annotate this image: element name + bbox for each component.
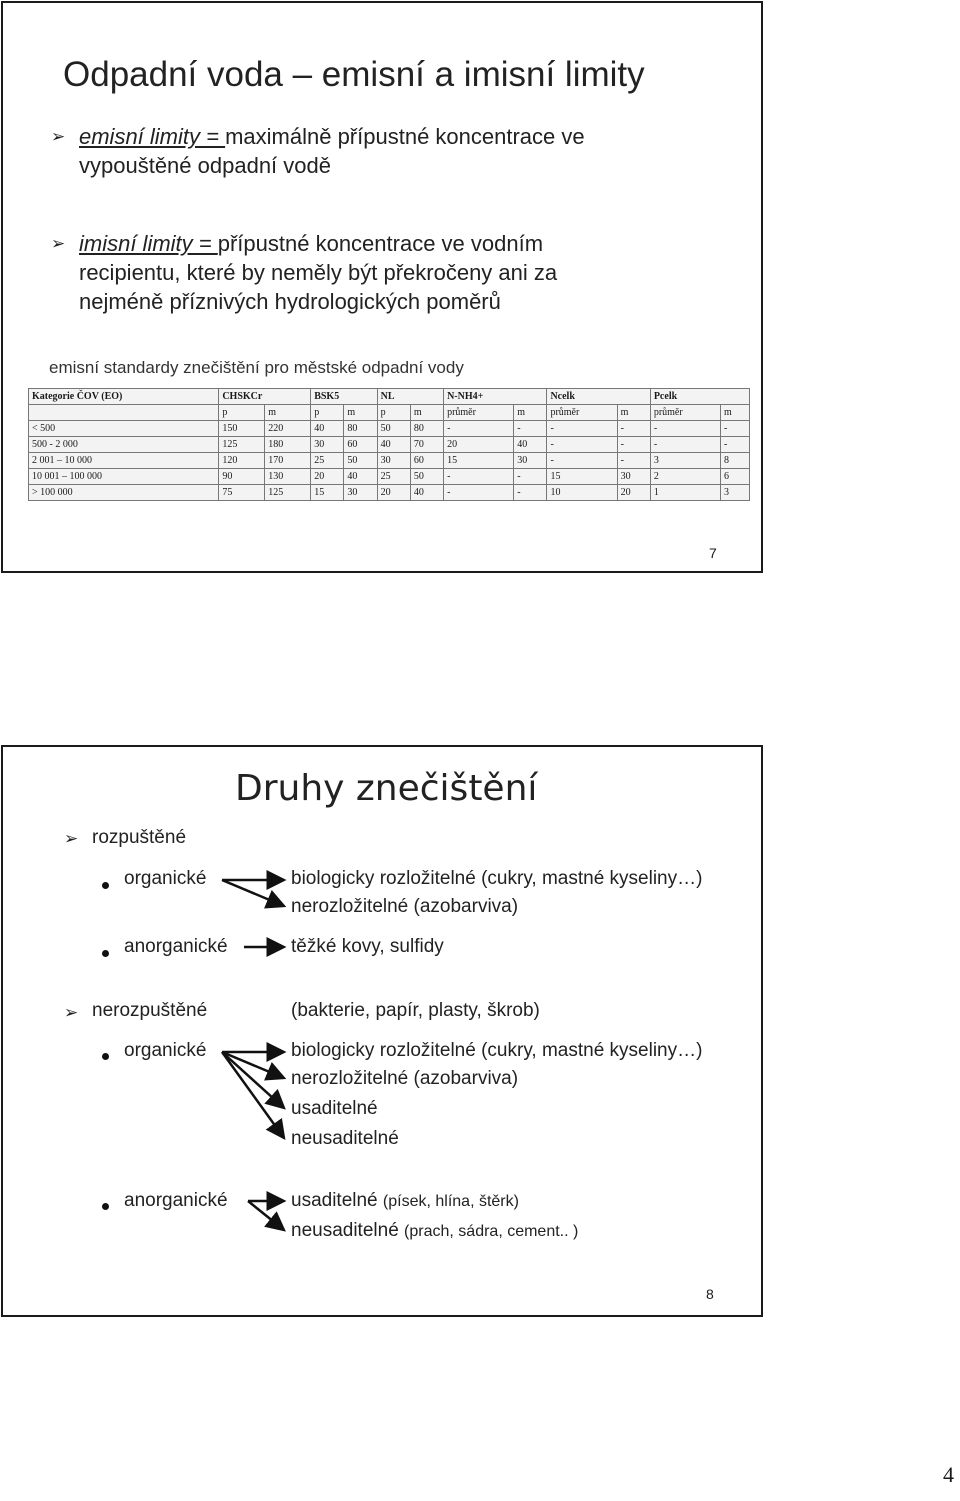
bullet-arrow-icon: ➢ [64, 829, 79, 848]
text-bio-rozlozitelne-2: biologicky rozložitelné (cukry, mastné kyseliny…) [291, 1040, 703, 1061]
table-cell: 3 [650, 453, 720, 469]
table-cell: - [547, 437, 617, 453]
table-cell: 60 [344, 437, 377, 453]
bullet-arrow-icon: ➢ [51, 234, 66, 253]
table-cell: 50 [410, 469, 443, 485]
table-cell: - [444, 469, 514, 485]
table-cell: 30 [617, 469, 650, 485]
term-immission-limits: imisní limity = [79, 231, 218, 256]
table-cell: 80 [344, 421, 377, 437]
table-cell: 40 [377, 437, 410, 453]
usaditelne-detail: (písek, hlína, štěrk) [382, 1193, 519, 1210]
table-header-cell: CHSKCr [219, 389, 311, 405]
table-cell: 30 [377, 453, 410, 469]
table-cell: 15 [547, 469, 617, 485]
label-anorganicke-2: anorganické [124, 1190, 228, 1211]
table-header-cell: N-NH4+ [444, 389, 547, 405]
label-nerozpustene: nerozpuštěné [92, 1000, 208, 1021]
table-cell: - [547, 453, 617, 469]
table-cell: > 100 000 [29, 485, 219, 501]
table-cell: 20 [311, 469, 344, 485]
table-cell: - [444, 421, 514, 437]
table-cell: - [617, 453, 650, 469]
usaditelne-term: usaditelné [291, 1190, 378, 1211]
table-cell: 220 [265, 421, 311, 437]
arrow-anorg2-neusad [248, 1201, 284, 1230]
table-cell: - [514, 469, 547, 485]
document-page-number: 4 [943, 1462, 954, 1487]
table-cell: - [547, 421, 617, 437]
text-nerozlozitelne: nerozložitelné (azobarviva) [291, 896, 519, 917]
table-caption: emisní standardy znečištění pro městské odpadní vody [49, 358, 464, 377]
table-subheader-cell: m [514, 405, 547, 421]
table-cell: - [650, 437, 720, 453]
table-cell: 1 [650, 485, 720, 501]
text-usaditelne: usaditelné [291, 1098, 378, 1119]
table-cell: 20 [617, 485, 650, 501]
table-subheader-cell: průměr [650, 405, 720, 421]
slide-title: Druhy znečištění [235, 768, 538, 809]
table-cell: 25 [377, 469, 410, 485]
table-cell: - [650, 421, 720, 437]
table-cell: - [720, 421, 749, 437]
table-cell: 50 [344, 453, 377, 469]
table-cell: - [514, 421, 547, 437]
bullet-immission-limits-cont2: nejméně příznivých hydrologických poměrů [79, 289, 501, 314]
table-cell: 20 [444, 437, 514, 453]
text-tezke-kovy: těžké kovy, sulfidy [291, 936, 444, 957]
bullet-immission-limits-cont: recipientu, které by neměly být překročeny ani za [79, 260, 558, 285]
table-header-cell: NL [377, 389, 443, 405]
table-cell: 150 [219, 421, 265, 437]
table-cell: 40 [344, 469, 377, 485]
table-header-cell: Ncelk [547, 389, 650, 405]
table-header-cell: BSK5 [311, 389, 377, 405]
table-header-cell: Pcelk [650, 389, 749, 405]
bullet-text: přípustné koncentrace ve vodním [217, 231, 544, 256]
text-bio-rozlozitelne: biologicky rozložitelné (cukry, mastné kyseliny…) [291, 868, 703, 889]
table-cell: 10 [547, 485, 617, 501]
table-subheader-cell: průměr [547, 405, 617, 421]
table-cell: 10 001 – 100 000 [29, 469, 219, 485]
bullet-text: maximálně přípustné koncentrace ve [225, 124, 585, 149]
table-subheader-cell: m [617, 405, 650, 421]
table-cell: 2 001 – 10 000 [29, 453, 219, 469]
table-cell: 20 [377, 485, 410, 501]
table-subheader-cell: p [311, 405, 344, 421]
table-cell: 3 [720, 485, 749, 501]
table-subheader-cell: m [265, 405, 311, 421]
bullet-arrow-icon: ➢ [64, 1003, 79, 1022]
table-cell: 170 [265, 453, 311, 469]
table-cell: - [444, 485, 514, 501]
table-header-cell: Kategorie ČOV (EO) [29, 389, 219, 405]
label-rozpustene: rozpuštěné [92, 827, 187, 848]
table-cell: 90 [219, 469, 265, 485]
neusaditelne-term: neusaditelné [291, 1220, 399, 1241]
table-cell: - [514, 485, 547, 501]
table-cell: 130 [265, 469, 311, 485]
table-cell: 40 [410, 485, 443, 501]
table-cell: 50 [377, 421, 410, 437]
table-subheader-cell: průměr [444, 405, 514, 421]
table-cell: < 500 [29, 421, 219, 437]
bullet-arrow-icon: ➢ [51, 127, 66, 146]
table-cell: 30 [311, 437, 344, 453]
page-number: 7 [709, 545, 717, 561]
page-number-2: 8 [706, 1286, 714, 1302]
text-nerozpustene-desc: (bakterie, papír, plasty, škrob) [291, 1000, 540, 1021]
arrow-organicke-neroz [222, 880, 284, 906]
label-anorganicke: anorganické [124, 936, 228, 957]
term-emission-limits: emisní limity = [79, 124, 226, 149]
table-cell: 6 [720, 469, 749, 485]
text-neusaditelne: neusaditelné [291, 1128, 399, 1149]
table-cell: 180 [265, 437, 311, 453]
neusaditelne-detail: (prach, sádra, cement.. ) [404, 1223, 579, 1240]
table-subheader-cell: m [344, 405, 377, 421]
table-cell: 500 - 2 000 [29, 437, 219, 453]
table-cell: 70 [410, 437, 443, 453]
table-cell: 40 [311, 421, 344, 437]
table-cell: - [720, 437, 749, 453]
table-subheader-cell: p [377, 405, 410, 421]
table-cell: 15 [444, 453, 514, 469]
label-organicke-2: organické [124, 1040, 207, 1061]
table-subheader-cell: m [410, 405, 443, 421]
table-cell: 25 [311, 453, 344, 469]
bullet-emission-limits-cont: vypouštěné odpadní vodě [79, 153, 331, 178]
table-cell: - [617, 421, 650, 437]
table-cell: 60 [410, 453, 443, 469]
table-cell: 75 [219, 485, 265, 501]
table-subheader-cell: m [720, 405, 749, 421]
table-cell: 2 [650, 469, 720, 485]
arrow-org2-usad [222, 1052, 284, 1108]
slide-title: Odpadní voda – emisní a imisní limity [63, 55, 645, 94]
table-cell: 40 [514, 437, 547, 453]
label-organicke: organické [124, 868, 207, 889]
table-cell: 120 [219, 453, 265, 469]
table-cell: - [617, 437, 650, 453]
table-cell: 30 [514, 453, 547, 469]
table-cell: 8 [720, 453, 749, 469]
table-subheader-cell: p [219, 405, 265, 421]
table-cell: 125 [265, 485, 311, 501]
table-cell: 15 [311, 485, 344, 501]
text-nerozlozitelne-2: nerozložitelné (azobarviva) [291, 1068, 519, 1089]
table-cell: 125 [219, 437, 265, 453]
table-cell: 30 [344, 485, 377, 501]
table-cell: 80 [410, 421, 443, 437]
